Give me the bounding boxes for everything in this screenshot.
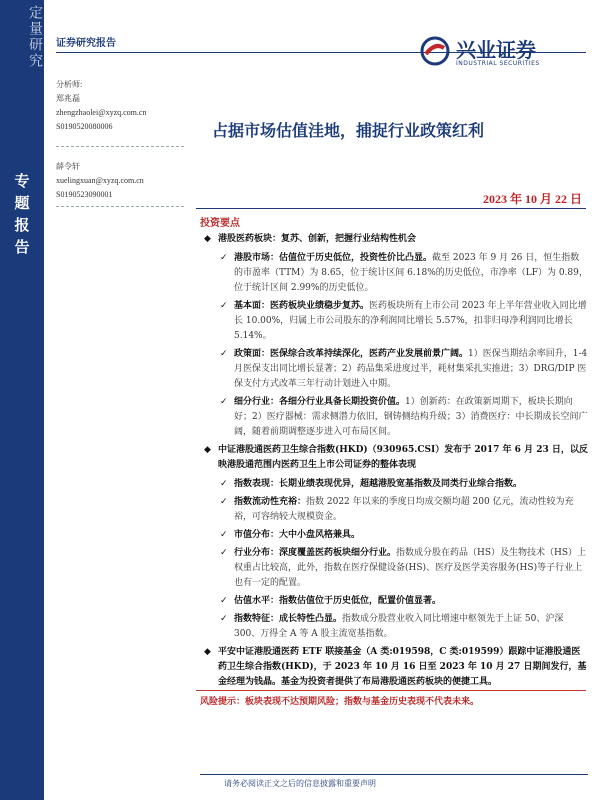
point-heading: 平安中证港股通医药 ETF 联接基金（A 类:019598，C 类:019599）跟踪中证港股通医药卫生综合指数(HKD)，于 2023 年 10 月 16 日至 2023 年 10 月 27 日期间发行，基金经理为钱晶。基金为投资者提供了布局港股通医药板块的便捷工具。	[218, 647, 587, 687]
sub-point-heading: 指数表现：长期业绩表现优异，超越港股宽基指数及同类行业综合指数。	[234, 479, 523, 489]
date-divider	[196, 208, 586, 209]
sub-point	[200, 347, 588, 392]
sub-point-heading: 指数特征：成长特性凸显。	[234, 614, 343, 624]
logo-icon	[420, 36, 450, 66]
diamond-bullet-icon: ◆	[204, 647, 211, 657]
sidebar-category: 定量研究	[27, 5, 43, 69]
check-icon: ✓	[220, 530, 228, 540]
sub-point-text: 医药板块所有上市公司 2023 年上半年营业收入同比增长 10.00%，归属上市公司股东的净利润同比增长 5.57%，扣非归母净利润同比增长 5.14%。	[234, 301, 587, 341]
key-points	[200, 232, 588, 694]
sub-point-heading: 市值分布：大中小盘风格兼具。	[234, 530, 361, 540]
point-3	[200, 645, 588, 690]
check-icon: ✓	[220, 614, 228, 624]
check-icon: ✓	[220, 349, 228, 359]
check-icon: ✓	[220, 397, 228, 407]
check-icon: ✓	[220, 497, 228, 507]
sub-point-heading: 基本面：医药板块业绩稳步复苏。	[234, 301, 370, 311]
point-heading: 中证港股通医药卫生综合指数(HKD)（930965.CSI）发布于 2017 年 6 月 23 日，以反映港股通范围内医药卫生上市公司证券的整体表现	[218, 445, 588, 470]
sub-point-text: 1）医保当期结余率回升，1-4 月医保支出同比增长显著；2）药品集采进度过半，耗材集采扎实推进；3）DRG/DIP 医保支付方式改革三年行动计划进入中期。	[234, 349, 588, 389]
sub-point	[200, 477, 588, 492]
point-heading: 港股医药板块：复苏、创新，把握行业结构性机会	[218, 234, 417, 244]
check-icon: ✓	[220, 301, 228, 311]
sub-point-heading: 港股市场：估值位于历史低位，投资性价比凸显。	[234, 253, 433, 263]
diamond-bullet-icon: ◆	[204, 445, 211, 455]
sub-point	[200, 495, 588, 525]
sidebar-char: 报	[14, 216, 30, 234]
analyst-email[interactable]: zhengzhaolei@xyzq.com.cn	[56, 108, 147, 117]
sub-point-heading: 指数流动性充裕：	[234, 497, 307, 507]
analyst-block	[56, 78, 146, 134]
company-logo	[420, 34, 590, 74]
sidebar-report-type	[0, 170, 44, 258]
sidebar	[0, 0, 44, 800]
analyst-role: 分析师:	[56, 80, 83, 89]
sidebar-char: 题	[14, 194, 30, 212]
sub-point-heading: 细分行业：各细分行业具备长期投资价值。	[234, 397, 406, 407]
report-date: 2023 年 10 月 22 日	[482, 192, 582, 206]
analyst-name: 薛令轩	[56, 162, 80, 171]
analyst-cert: S0190520080006	[56, 122, 113, 131]
analyst-email[interactable]: xuelingxuan@xyzq.com.cn	[56, 176, 144, 185]
report-title: 占据市场估值洼地，捕捉行业政策红利	[212, 121, 485, 140]
sub-point-heading: 估值水平：指数估值位于历史低位，配置价值显著。	[234, 596, 442, 606]
logo-text-cn: 兴业证券	[456, 38, 536, 62]
analyst-block	[56, 160, 144, 202]
report-type-label: 证券研究报告	[56, 38, 116, 49]
sub-point-text: 指数 2022 年以来的季度日均成交额均超 200 亿元，流动性较为充裕，可容纳较大规模资金。	[234, 497, 574, 522]
sub-point-heading: 政策面：医保综合改革持续深化，医药产业发展前景广阔。	[234, 349, 469, 359]
sub-point	[200, 612, 588, 642]
footer-disclaimer: 请务必阅读正文之后的信息披露和重要声明	[224, 779, 376, 788]
diamond-bullet-icon: ◆	[204, 234, 211, 244]
sub-point-text: 1）创新药：在政策新周期下，板块长期向好；2）医疗器械：需求侧潜力依旧，钢铸侧结构升级；3）消费医疗：中长期成长空间广阔，随着前期调整逐步进入可布局区间。	[234, 397, 588, 437]
section-title: 投资要点	[200, 218, 240, 229]
sub-point-text: 指数成分股在药品（HS）及生物技术（HS）上权重占比较高，此外，指数在医疗保健设备(HS)、医疗及医学美容服务(HS)等子行业上也有一定的配置。	[234, 548, 587, 588]
analyst-name: 郑兆磊	[56, 94, 80, 103]
divider	[56, 146, 184, 147]
check-icon: ✓	[220, 548, 228, 558]
analyst-cert: S0190523090001	[56, 190, 113, 199]
point-1	[200, 232, 588, 247]
sub-point	[200, 528, 588, 543]
risk-warning: 风险提示：板块表现不达预期风险；指数与基金历史表现不代表未来。	[200, 697, 480, 707]
check-icon: ✓	[220, 253, 228, 263]
footer-divider	[200, 774, 588, 775]
sub-point	[200, 546, 588, 591]
sub-point-text: 截至 2023 年 9 月 26 日，恒生指数的市盈率（TTM）为 8.65，位于统计区间 6.18%的历史低位，市净率（LF）为 0.89，位于统计区间 2.99%的历史低位。	[234, 253, 588, 293]
sub-point	[200, 395, 588, 440]
sub-point	[200, 251, 588, 296]
divider	[56, 206, 184, 207]
sub-point-text: 指数成分股营业收入同比增速中枢领先于上证 50、沪深 300、万得全 A 等 A 股主流宽基指数。	[234, 614, 564, 639]
sub-point	[200, 594, 588, 609]
risk-divider	[196, 690, 586, 691]
check-icon: ✓	[220, 596, 228, 606]
sub-point	[200, 299, 588, 344]
sub-point-heading: 行业分布：深度覆盖医药板块细分行业。	[234, 548, 397, 558]
check-icon: ✓	[220, 479, 228, 489]
logo-text-en: INDUSTRIAL SECURITIES	[456, 60, 540, 67]
sidebar-char: 告	[14, 238, 30, 256]
point-2	[200, 443, 588, 473]
sidebar-char: 专	[14, 172, 30, 190]
